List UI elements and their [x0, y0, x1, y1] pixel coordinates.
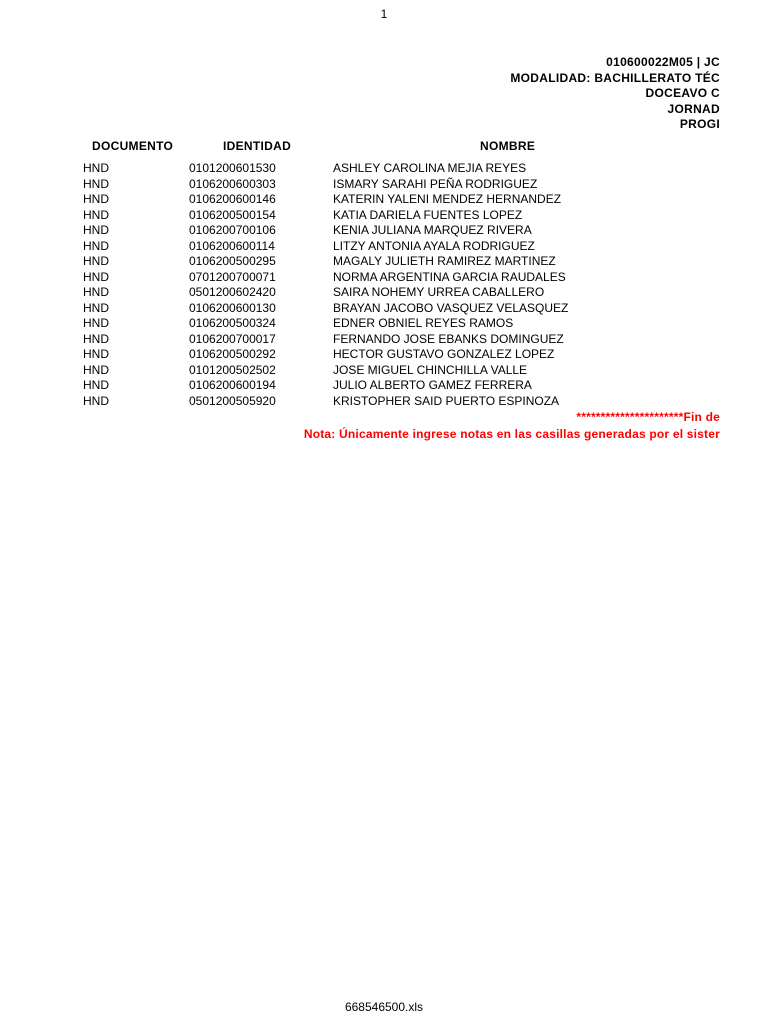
- table-row: [0, 347, 768, 363]
- table-row: [0, 285, 768, 301]
- column-header-nombre: NOMBRE: [480, 139, 536, 153]
- end-marker: **********************Fin de: [576, 410, 720, 424]
- cell-documento: HND: [83, 378, 109, 392]
- cell-identidad: 0106200600303: [189, 176, 276, 191]
- cell-nombre: BRAYAN JACOBO VASQUEZ VELASQUEZ: [333, 300, 569, 315]
- cell-documento: HND: [83, 269, 109, 284]
- table-row: [0, 239, 768, 255]
- cell-documento: HND: [83, 192, 109, 206]
- cell-identidad: 0106200500154: [189, 207, 276, 222]
- cell-identidad: 0101200502502: [189, 362, 276, 377]
- cell-documento: HND: [83, 300, 109, 315]
- cell-documento: HND: [83, 362, 109, 377]
- table-row: [0, 363, 768, 379]
- cell-documento: HND: [83, 316, 109, 330]
- cell-identidad: 0106200600130: [189, 300, 276, 315]
- system-note: Nota: Únicamente ingrese notas en las casillas generadas por el sister: [303, 427, 720, 441]
- header-grade-line: DOCEAVO C: [645, 86, 720, 100]
- cell-identidad: 0106200700017: [189, 331, 276, 346]
- cell-identidad: 0501200505920: [189, 393, 276, 408]
- cell-nombre: FERNANDO JOSE EBANKS DOMINGUEZ: [333, 331, 564, 346]
- cell-documento: HND: [83, 347, 109, 361]
- student-table-body: [0, 161, 768, 409]
- cell-nombre: KRISTOPHER SAID PUERTO ESPINOZA: [333, 393, 560, 408]
- table-row: [0, 316, 768, 332]
- cell-nombre: JOSE MIGUEL CHINCHILLA VALLE: [333, 362, 528, 377]
- cell-identidad: 0106200700106: [189, 223, 276, 237]
- cell-documento: HND: [83, 285, 109, 299]
- cell-nombre: HECTOR GUSTAVO GONZALEZ LOPEZ: [333, 347, 555, 361]
- cell-nombre: LITZY ANTONIA AYALA RODRIGUEZ: [333, 238, 535, 253]
- header-code-line: 010600022M05 | JC: [606, 55, 720, 69]
- footer-filename: 668546500.xls: [344, 1000, 424, 1014]
- cell-documento: HND: [83, 331, 109, 346]
- table-row: [0, 223, 768, 239]
- table-row: [0, 161, 768, 177]
- end-notice: [200, 409, 720, 443]
- cell-nombre: EDNER OBNIEL REYES RAMOS: [333, 316, 514, 330]
- cell-identidad: 0701200700071: [189, 269, 276, 284]
- cell-identidad: 0501200602420: [189, 285, 276, 299]
- cell-nombre: SAIRA NOHEMY URREA CABALLERO: [333, 285, 545, 299]
- header-program-line: PROGI: [679, 117, 720, 131]
- page-number: 1: [380, 7, 388, 21]
- cell-identidad: 0106200500295: [189, 254, 276, 268]
- cell-documento: HND: [83, 238, 109, 253]
- cell-documento: HND: [83, 393, 109, 408]
- table-row: [0, 394, 768, 410]
- table-row: [0, 177, 768, 193]
- cell-identidad: 0106200600194: [189, 378, 276, 392]
- cell-identidad: 0106200600114: [189, 238, 275, 253]
- cell-identidad: 0106200500292: [189, 347, 276, 361]
- cell-documento: HND: [83, 254, 109, 268]
- cell-nombre: JULIO ALBERTO GAMEZ FERRERA: [333, 378, 532, 392]
- table-row: [0, 270, 768, 286]
- table-row: [0, 301, 768, 317]
- cell-identidad: 0101200601530: [189, 161, 276, 175]
- cell-documento: HND: [83, 207, 109, 222]
- cell-nombre: KENIA JULIANA MARQUEZ RIVERA: [333, 223, 532, 237]
- column-header-identidad: IDENTIDAD: [223, 139, 292, 153]
- cell-identidad: 0106200600146: [189, 192, 276, 206]
- cell-nombre: KATIA DARIELA FUENTES LOPEZ: [333, 207, 523, 222]
- report-header: [400, 55, 720, 133]
- cell-nombre: ASHLEY CAROLINA MEJIA REYES: [333, 161, 527, 175]
- table-row: [0, 254, 768, 270]
- cell-nombre: ISMARY SARAHI PEÑA RODRIGUEZ: [333, 176, 538, 191]
- cell-documento: HND: [83, 176, 109, 191]
- cell-documento: HND: [83, 223, 109, 237]
- cell-nombre: NORMA ARGENTINA GARCIA RAUDALES: [333, 269, 566, 284]
- cell-documento: HND: [83, 161, 109, 175]
- header-jornada-line: JORNAD: [667, 101, 720, 116]
- table-row: [0, 208, 768, 224]
- table-header: [0, 139, 768, 155]
- cell-identidad: 0106200500324: [189, 316, 276, 330]
- cell-nombre: KATERIN YALENI MENDEZ HERNANDEZ: [333, 192, 562, 206]
- header-modalidad-line: MODALIDAD: BACHILLERATO TÉC: [510, 70, 720, 85]
- table-row: [0, 332, 768, 348]
- cell-nombre: MAGALY JULIETH RAMIREZ MARTINEZ: [333, 254, 556, 268]
- table-row: [0, 192, 768, 208]
- table-row: [0, 378, 768, 394]
- column-header-documento: DOCUMENTO: [92, 139, 174, 153]
